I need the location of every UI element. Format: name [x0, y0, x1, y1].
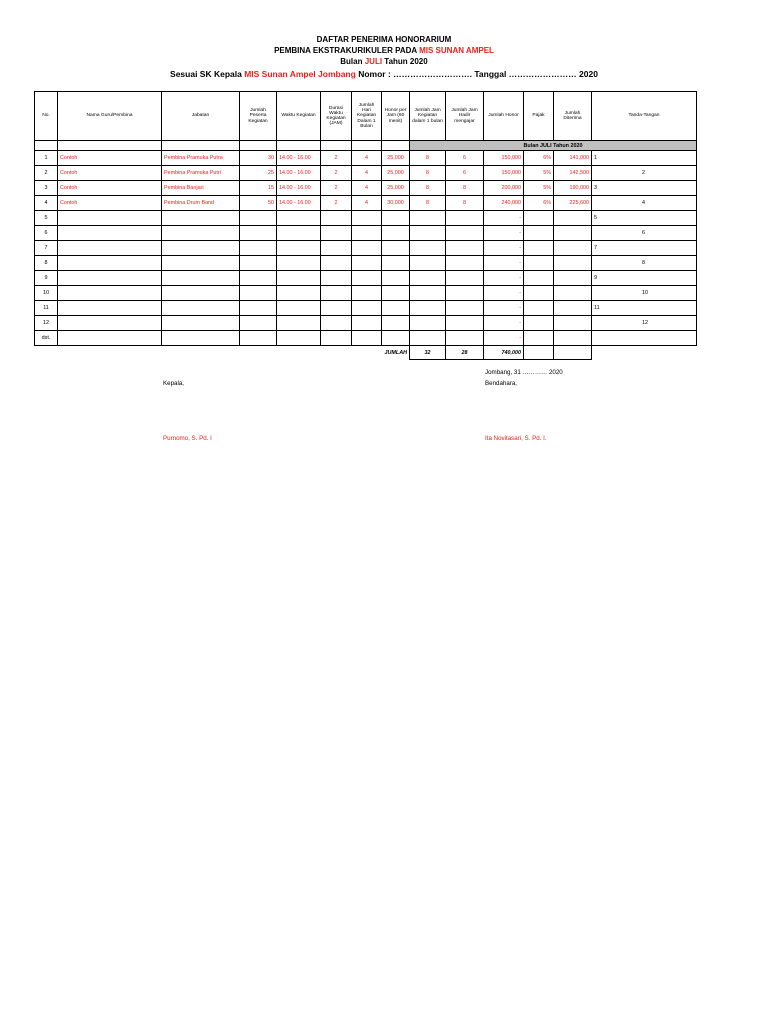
cell-waktu	[277, 226, 321, 241]
table-row	[35, 241, 697, 256]
total-jam-hadir: 28	[446, 346, 484, 360]
bendahara-label: Bendahara,	[485, 380, 517, 387]
cell-no: 6	[35, 226, 58, 241]
cell-honor-jam	[382, 331, 410, 346]
cell-jam-kegiatan	[410, 256, 446, 271]
cell-nama	[58, 301, 162, 316]
cell-no: 9	[35, 271, 58, 286]
cell-jam-kegiatan	[410, 286, 446, 301]
cell-diterima: 190,000	[554, 181, 592, 196]
total-label: JUMLAH	[384, 349, 407, 356]
table-row	[35, 271, 697, 286]
cell-durasi: 2	[321, 166, 352, 181]
cell-jabatan	[162, 286, 240, 301]
cell-diterima	[554, 271, 592, 286]
cell-pajak	[524, 286, 554, 301]
cell-jumlah-honor: -	[484, 301, 524, 316]
cell-honor-jam	[382, 241, 410, 256]
cell-peserta	[240, 241, 277, 256]
cell-jam-hadir	[446, 211, 484, 226]
cell-waktu: 14.00 - 16.00	[277, 151, 321, 166]
cell-peserta: 30	[240, 151, 277, 166]
total-tanda-tangan	[592, 346, 697, 360]
cell-peserta	[240, 256, 277, 271]
cell-waktu	[277, 331, 321, 346]
cell-durasi	[321, 286, 352, 301]
cell-waktu: 14.00 - 16.00	[277, 181, 321, 196]
cell-nama	[58, 271, 162, 286]
cell-jumlah-honor: 150,000	[484, 151, 524, 166]
cell-tanda-tangan	[592, 331, 697, 346]
table-header-row	[35, 92, 697, 141]
cell-no: 12	[35, 316, 58, 331]
cell-jam-hadir	[446, 256, 484, 271]
col-jabatan: Jabatan	[162, 92, 240, 141]
col-nama: Nama Guru/Pembina	[58, 92, 162, 141]
cell-jam-kegiatan	[410, 241, 446, 256]
cell-honor-jam	[382, 211, 410, 226]
cell-jumlah-honor: 150,000	[484, 166, 524, 181]
cell-durasi	[321, 331, 352, 346]
cell-diterima	[554, 241, 592, 256]
cell-no: 7	[35, 241, 58, 256]
cell-diterima	[554, 316, 592, 331]
cell-honor-jam: 30,000	[382, 196, 410, 211]
cell-honor-jam	[382, 271, 410, 286]
cell-nama	[58, 316, 162, 331]
cell-jumlah-honor: -	[484, 256, 524, 271]
cell-jam-hadir	[446, 241, 484, 256]
cell-peserta: 50	[240, 196, 277, 211]
cell-honor-jam	[382, 301, 410, 316]
cell-tanda-tangan: 7	[592, 241, 697, 256]
cell-jumlah-honor: -	[484, 316, 524, 331]
cell-tanda-tangan: 12	[592, 316, 697, 331]
cell-no: 3	[35, 181, 58, 196]
cell-tanda-tangan: 8	[592, 256, 697, 271]
cell-diterima	[554, 226, 592, 241]
cell-jabatan	[162, 241, 240, 256]
cell-tanda-tangan: 9	[592, 271, 697, 286]
cell-tanda-tangan: 5	[592, 211, 697, 226]
cell-no: 10	[35, 286, 58, 301]
cell-diterima: 141,000	[554, 151, 592, 166]
cell-jabatan: Pembina Drum Band	[162, 196, 240, 211]
bulan-label: Bulan JULI Tahun 2020	[410, 141, 697, 151]
cell-jam-hadir	[446, 226, 484, 241]
cell-jumlah-honor: 240,000	[484, 196, 524, 211]
cell-waktu	[277, 301, 321, 316]
cell-durasi	[321, 316, 352, 331]
cell-jumlah-honor: -	[484, 241, 524, 256]
honorarium-table	[34, 91, 697, 360]
cell-jumlah-honor: -	[484, 331, 524, 346]
cell-waktu: 14.00 - 16.00	[277, 166, 321, 181]
cell-durasi: 2	[321, 181, 352, 196]
cell-pajak	[524, 316, 554, 331]
cell-honor-jam	[382, 316, 410, 331]
cell-nama: Contoh	[58, 196, 162, 211]
cell-peserta	[240, 226, 277, 241]
cell-hari: 4	[352, 196, 382, 211]
cell-no: 11	[35, 301, 58, 316]
cell-peserta	[240, 331, 277, 346]
cell-jabatan	[162, 256, 240, 271]
cell-jabatan	[162, 301, 240, 316]
cell-durasi	[321, 241, 352, 256]
cell-hari	[352, 271, 382, 286]
cell-peserta	[240, 301, 277, 316]
cell-hari: 4	[352, 166, 382, 181]
cell-nama	[58, 211, 162, 226]
cell-jabatan	[162, 316, 240, 331]
title-line-3: Bulan JULI Tahun 2020	[340, 57, 428, 66]
col-waktu: Waktu Kegiatan	[277, 92, 321, 141]
title-line-4: Sesuai SK Kepala MIS Sunan Ampel Jombang Nomor : ………………………. Tanggal …………………… 2020	[170, 69, 598, 79]
cell-nama	[58, 226, 162, 241]
cell-diterima	[554, 286, 592, 301]
cell-diterima	[554, 211, 592, 226]
col-jumlah-honor: Jumlah Honor	[484, 92, 524, 141]
table-row	[35, 256, 697, 271]
cell-diterima	[554, 301, 592, 316]
col-honor-jam: Honor per Jam (60 menit)	[382, 92, 410, 141]
cell-no: 2	[35, 166, 58, 181]
cell-pajak	[524, 226, 554, 241]
cell-jam-hadir	[446, 331, 484, 346]
table-row	[35, 226, 697, 241]
col-durasi: Durasi Waktu Kegiatan (JAM)	[321, 92, 352, 141]
cell-jam-kegiatan	[410, 211, 446, 226]
cell-jam-kegiatan	[410, 271, 446, 286]
title-line-1: DAFTAR PENERIMA HONORARIUM	[316, 35, 452, 44]
cell-durasi: 2	[321, 151, 352, 166]
table-row	[35, 211, 697, 226]
cell-durasi	[321, 211, 352, 226]
cell-nama	[58, 286, 162, 301]
cell-hari	[352, 286, 382, 301]
total-jam-kegiatan: 32	[410, 346, 446, 360]
school-full-name: MIS Sunan Ampel Jombang	[244, 69, 356, 79]
cell-durasi	[321, 256, 352, 271]
cell-jumlah-honor: -	[484, 226, 524, 241]
table-row	[35, 166, 697, 181]
col-no: No.	[35, 92, 58, 141]
cell-diterima	[554, 256, 592, 271]
cell-jam-kegiatan	[410, 331, 446, 346]
cell-jam-hadir	[446, 316, 484, 331]
cell-hari	[352, 241, 382, 256]
cell-waktu	[277, 256, 321, 271]
cell-hari	[352, 256, 382, 271]
cell-hari	[352, 331, 382, 346]
cell-tanda-tangan: 4	[592, 196, 697, 211]
cell-peserta	[240, 286, 277, 301]
cell-tanda-tangan: 2	[592, 166, 697, 181]
col-peserta: Jumlah Peserta Kegiatan	[240, 92, 277, 141]
cell-pajak	[524, 256, 554, 271]
month-name: JULI	[364, 57, 383, 66]
cell-waktu	[277, 241, 321, 256]
cell-diterima: 225,600	[554, 196, 592, 211]
total-row	[35, 346, 697, 360]
date-line: Jombang, 31 ………… 2020	[485, 369, 563, 376]
table-row	[35, 181, 697, 196]
cell-pajak	[524, 331, 554, 346]
cell-jam-hadir	[446, 286, 484, 301]
cell-jam-kegiatan: 8	[410, 166, 446, 181]
cell-diterima	[554, 331, 592, 346]
cell-jam-kegiatan	[410, 226, 446, 241]
bulan-band-row	[35, 141, 697, 151]
cell-durasi: 2	[321, 196, 352, 211]
col-diterima: Jumlah Diterima	[554, 92, 592, 141]
total-pajak	[524, 346, 554, 360]
cell-pajak: 5%	[524, 166, 554, 181]
cell-jabatan	[162, 211, 240, 226]
kepala-name: Purnomo, S. Pd. I	[163, 435, 212, 442]
cell-pajak	[524, 301, 554, 316]
cell-nama	[58, 256, 162, 271]
col-jam-kegiatan: Jumlah Jam Kegiatan dalam 1 bulan	[410, 92, 446, 141]
cell-no: 1	[35, 151, 58, 166]
cell-pajak	[524, 241, 554, 256]
cell-jabatan	[162, 331, 240, 346]
col-tanda-tangan: Tanda-Tangan	[592, 92, 697, 141]
cell-pajak: 5%	[524, 181, 554, 196]
cell-jabatan: Pembina Banjari	[162, 181, 240, 196]
table-row	[35, 331, 697, 346]
cell-no: 8	[35, 256, 58, 271]
cell-waktu	[277, 286, 321, 301]
cell-jabatan	[162, 271, 240, 286]
col-pajak: Pajak	[524, 92, 554, 141]
cell-durasi	[321, 301, 352, 316]
cell-hari	[352, 316, 382, 331]
cell-no: dst.	[35, 331, 58, 346]
col-hari: Jumlah Hari Kegiatan Dalam 1 Bulan	[352, 92, 382, 141]
cell-hari	[352, 301, 382, 316]
cell-jabatan: Pembina Pramuka Putra	[162, 151, 240, 166]
cell-peserta: 25	[240, 166, 277, 181]
cell-jam-hadir	[446, 271, 484, 286]
bendahara-name: Ita Novitasari, S. Pd. I.	[485, 435, 547, 442]
cell-nama	[58, 241, 162, 256]
cell-jam-hadir: 6	[446, 166, 484, 181]
col-jam-hadir: Jumlah Jam Hadir mengajar	[446, 92, 484, 141]
cell-jabatan	[162, 226, 240, 241]
title-line-2: PEMBINA EKSTRAKURIKULER PADA MIS SUNAN AMPEL	[274, 46, 494, 55]
cell-peserta	[240, 316, 277, 331]
cell-durasi	[321, 271, 352, 286]
cell-jam-kegiatan: 8	[410, 196, 446, 211]
cell-no: 5	[35, 211, 58, 226]
cell-hari	[352, 226, 382, 241]
cell-peserta: 15	[240, 181, 277, 196]
cell-honor-jam: 25,000	[382, 166, 410, 181]
cell-pajak: 6%	[524, 151, 554, 166]
cell-jam-hadir: 8	[446, 196, 484, 211]
cell-honor-jam: 25,000	[382, 151, 410, 166]
cell-tanda-tangan: 6	[592, 226, 697, 241]
cell-tanda-tangan: 3	[592, 181, 697, 196]
cell-jumlah-honor: -	[484, 211, 524, 226]
cell-jumlah-honor: -	[484, 286, 524, 301]
cell-jam-hadir: 8	[446, 181, 484, 196]
cell-jam-kegiatan: 8	[410, 151, 446, 166]
cell-honor-jam	[382, 286, 410, 301]
cell-peserta	[240, 271, 277, 286]
total-jumlah-honor: 740,000	[484, 346, 524, 360]
cell-honor-jam	[382, 226, 410, 241]
cell-nama: Contoh	[58, 181, 162, 196]
cell-jabatan: Pembina Pramuka Putri	[162, 166, 240, 181]
cell-nama	[58, 331, 162, 346]
cell-waktu: 14.00 - 16.00	[277, 196, 321, 211]
cell-diterima: 142,500	[554, 166, 592, 181]
cell-waktu	[277, 271, 321, 286]
cell-nama: Contoh	[58, 166, 162, 181]
cell-jam-kegiatan: 8	[410, 181, 446, 196]
cell-jam-kegiatan	[410, 316, 446, 331]
cell-nama: Contoh	[58, 151, 162, 166]
cell-jam-hadir: 6	[446, 151, 484, 166]
cell-jam-kegiatan	[410, 301, 446, 316]
table-row	[35, 301, 697, 316]
cell-pajak	[524, 271, 554, 286]
cell-hari	[352, 211, 382, 226]
table-row	[35, 286, 697, 301]
cell-jumlah-honor: 200,000	[484, 181, 524, 196]
cell-jam-hadir	[446, 301, 484, 316]
table-row	[35, 151, 697, 166]
cell-waktu	[277, 211, 321, 226]
cell-tanda-tangan: 10	[592, 286, 697, 301]
cell-pajak	[524, 211, 554, 226]
table-row	[35, 196, 697, 211]
table-row	[35, 316, 697, 331]
cell-no: 4	[35, 196, 58, 211]
cell-pajak: 6%	[524, 196, 554, 211]
cell-tanda-tangan: 1	[592, 151, 697, 166]
cell-durasi	[321, 226, 352, 241]
cell-hari: 4	[352, 151, 382, 166]
cell-waktu	[277, 316, 321, 331]
cell-honor-jam	[382, 256, 410, 271]
cell-peserta	[240, 211, 277, 226]
school-name: MIS SUNAN AMPEL	[419, 46, 494, 55]
cell-honor-jam: 25,000	[382, 181, 410, 196]
cell-hari: 4	[352, 181, 382, 196]
cell-tanda-tangan: 11	[592, 301, 697, 316]
cell-jumlah-honor: -	[484, 271, 524, 286]
total-diterima	[554, 346, 592, 360]
kepala-label: Kepala,	[163, 380, 184, 387]
